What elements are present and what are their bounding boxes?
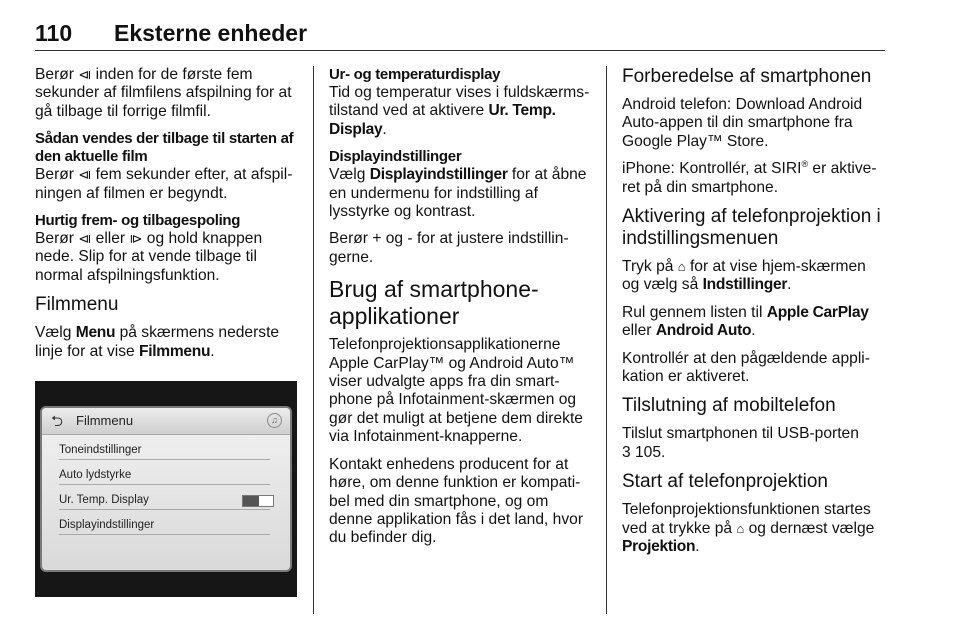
column-3 [622,66,887,566]
music-note-icon[interactable]: ♫ [267,413,282,428]
page-number: 110 [35,20,73,46]
heading-display-settings: Displayindstillinger [329,148,462,166]
header-rule [35,50,885,51]
skip-back-icon: ⧏ [78,67,92,82]
skip-back-icon: ⧏ [78,167,92,183]
paragraph-display-settings: Vælg Displayindstillinger for at åbne en undermenu for indstilling af lysstyrke og kontrast. [329,166,587,221]
toggle-switch[interactable] [242,495,274,507]
paragraph-start-projection: Telefonprojektionsfunktionen startes ved at trykke på ⌂ og dernæst vælge Projektion. [622,501,875,556]
column-divider-1 [313,66,314,614]
menu-item-clock-temp-display[interactable]: Ur. Temp. Display [59,485,270,510]
paragraph-iphone: iPhone: Kontrollér, at SIRI® er aktiveret på din smartphone. [622,159,877,196]
column-2 [329,66,594,557]
heading-start-projection: Start af telefonprojektion [622,471,828,493]
film-menu-screenshot [35,381,297,597]
skip-forward-icon: ⧐ [129,231,143,247]
paragraph-android: Android telefon: Download Android Auto-appen til din smartphone fra Google Play™ Store. [622,96,863,150]
menu-item-tone-settings[interactable]: Toneindstillinger [59,435,270,460]
infotainment-screen [40,406,292,572]
heading-activate-projection: Aktivering af telefonprojektion i indstillingsmenuen [622,206,881,250]
menu-item-auto-volume[interactable]: Auto lydstyrke [59,460,270,485]
column-1 [35,66,303,370]
heading-connect-phone: Tilslutning af mobiltelefon [622,395,836,417]
chapter-title: Eksterne enheder [114,20,308,46]
paragraph-clock-temp: Tid og temperatur vises i fuldskærmstilstand ved at aktivere Ur. Temp. Display. [329,84,590,138]
heading-smartphone-apps: Brug af smartphone-applikationer [329,276,539,330]
paragraph-fast-seek: Berør ⧏ eller ⧐ og hold knappen nede. Slip for at vende tilbage til normal afspilningsfunktion. [35,230,263,284]
paragraph-contact-manufacturer: Kontakt enhedens producent for at høre, om denne funktion er kompatibel med din smartphone, og om denne applikation fås i det land, hvor du befinder dig. [329,455,584,547]
skip-back-icon: ⧏ [78,231,92,247]
heading-fast-seek: Hurtig frem- og tilbagespoling [35,212,241,230]
heading-prepare-smartphone: Forberedelse af smartphonen [622,66,872,87]
page-header [35,0,885,52]
page-reference[interactable]: 3 105. [622,443,666,461]
back-arrow-icon[interactable]: ⮌ [51,413,64,430]
heading-clock-temp: Ur- og temperaturdisplay [329,66,501,83]
paragraph-usb: Tilslut smartphonen til USB-porten 3 105. [622,425,859,461]
home-icon: ⌂ [736,520,745,536]
column-divider-2 [606,66,607,614]
screen-title-bar [42,408,290,435]
paragraph-film-menu: Vælg Menu på skærmens nederste linje for at vise Filmmenu. [35,324,280,360]
paragraph-scroll-list: Rul gennem listen til Apple CarPlay eller Android Auto. [622,303,869,340]
home-icon: ⌂ [677,259,686,275]
heading-restart-film: Sådan vendes der tilbage til starten af den aktuelle film [35,130,294,166]
screen-title: Filmmenu [76,413,134,428]
paragraph-home-settings: Tryk på ⌂ for at vise hjem-skærmen og vælg så Indstillinger. [622,258,866,294]
paragraph-adjust: Berør + og - for at justere indstillingerne. [329,230,569,266]
paragraph-check-app: Kontrollér at den pågældende applikation er aktiveret. [622,349,870,386]
menu-item-display-settings[interactable]: Displayindstillinger [59,510,270,535]
heading-film-menu: Filmmenu [35,294,119,316]
paragraph-restart-film: Berør ⧏ fem sekunder efter, at afspilningen af filmen er begyndt. [35,166,293,202]
paragraph-previous-film: Berør ⧏ inden for de første fem sekunder af filmfilens afspilning for at gå tilbage til forrige filmfil. [35,66,292,120]
paragraph-projection-apps: Telefonprojektionsapplikationerne Apple CarPlay™ og Android Auto™ viser udvalgte apps fra din smartphone på Infotainment-skærmen og gør det muligt at betjene dem direkte via Infotainment-knapperne. [329,336,583,446]
